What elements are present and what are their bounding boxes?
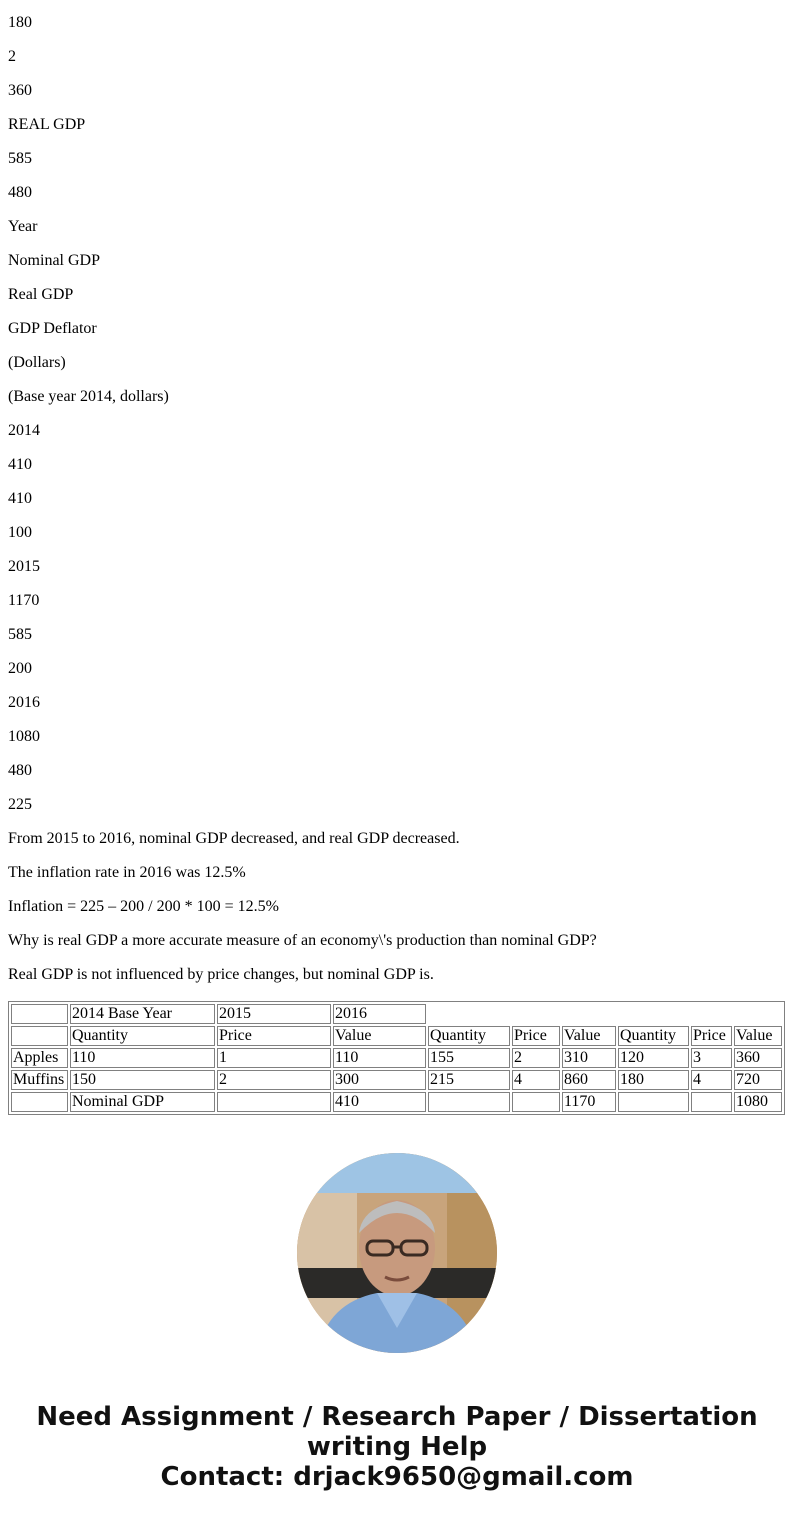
table-cell: 150 xyxy=(70,1070,215,1090)
text-line: (Base year 2014, dollars) xyxy=(8,388,169,405)
table-cell: Muffins xyxy=(11,1070,68,1090)
table-cell: 1170 xyxy=(562,1092,616,1112)
question-text: Why is real GDP a more accurate measure of an economy\'s production than nominal GDP? xyxy=(8,932,597,949)
text-line: 2016 xyxy=(8,694,40,711)
text-line: 225 xyxy=(8,796,32,813)
text-line: 585 xyxy=(8,150,32,167)
promo-line: Need Assignment / Research Paper / Dissertation xyxy=(36,1402,758,1432)
table-cell: 310 xyxy=(562,1048,616,1068)
table-cell: 1 xyxy=(217,1048,331,1068)
table-cell xyxy=(512,1092,560,1112)
table-cell: Apples xyxy=(11,1048,68,1068)
table-cell: Price xyxy=(217,1026,331,1046)
table-cell: 410 xyxy=(333,1092,426,1112)
text-line: 585 xyxy=(8,626,32,643)
text-line: (Dollars) xyxy=(8,354,66,371)
table-cell: 2 xyxy=(217,1070,331,1090)
table-row xyxy=(11,1070,782,1090)
text-line: 410 xyxy=(8,490,32,507)
table-cell: Value xyxy=(333,1026,426,1046)
text-line: 180 xyxy=(8,14,32,31)
avatar xyxy=(297,1153,497,1353)
table-cell: 360 xyxy=(734,1048,782,1068)
document-body xyxy=(8,0,786,986)
table-cell: 2 xyxy=(512,1048,560,1068)
table-cell xyxy=(428,1092,510,1112)
table-cell: 860 xyxy=(562,1070,616,1090)
table-cell: 110 xyxy=(70,1048,215,1068)
table-cell: 110 xyxy=(333,1048,426,1068)
text-line: GDP Deflator xyxy=(8,320,97,337)
table-cell xyxy=(11,1026,68,1046)
text-line: 200 xyxy=(8,660,32,677)
text-line: 480 xyxy=(8,184,32,201)
conclusion-text: From 2015 to 2016, nominal GDP decreased, and real GDP decreased. xyxy=(8,830,460,847)
table-cell xyxy=(11,1092,68,1112)
table-cell: Value xyxy=(734,1026,782,1046)
gdp-table xyxy=(8,1001,785,1115)
text-line: Real GDP xyxy=(8,286,74,303)
table-cell: 180 xyxy=(618,1070,689,1090)
text-line: 360 xyxy=(8,82,32,99)
table-cell: 215 xyxy=(428,1070,510,1090)
text-line: Year xyxy=(8,218,38,235)
text-line: 2015 xyxy=(8,558,40,575)
table-cell: 1080 xyxy=(734,1092,782,1112)
table-cell: 2016 xyxy=(333,1004,426,1024)
table-cell: Quantity xyxy=(618,1026,689,1046)
table-cell: 2014 Base Year xyxy=(70,1004,215,1024)
text-line: Nominal GDP xyxy=(8,252,100,269)
avatar-portrait-image xyxy=(297,1153,497,1353)
table-cell xyxy=(217,1092,331,1112)
table-year-header-row xyxy=(11,1004,782,1024)
answer-text: Real GDP is not influenced by price changes, but nominal GDP is. xyxy=(8,966,434,983)
text-line: 480 xyxy=(8,762,32,779)
promo-banner xyxy=(0,1402,794,1492)
text-line: 1080 xyxy=(8,728,40,745)
table-row xyxy=(11,1092,782,1112)
table-row xyxy=(11,1048,782,1068)
table-cell: Quantity xyxy=(70,1026,215,1046)
text-line: 2014 xyxy=(8,422,40,439)
text-line: 100 xyxy=(8,524,32,541)
table-cell: 2015 xyxy=(217,1004,331,1024)
table-cell: 3 xyxy=(691,1048,732,1068)
table-cell: 4 xyxy=(691,1070,732,1090)
text-line: 2 xyxy=(8,48,16,65)
text-line: 1170 xyxy=(8,592,40,609)
table-cell: 720 xyxy=(734,1070,782,1090)
inflation-rate-text: The inflation rate in 2016 was 12.5% xyxy=(8,864,246,881)
table-cell: 4 xyxy=(512,1070,560,1090)
text-line: 410 xyxy=(8,456,32,473)
table-cell: 155 xyxy=(428,1048,510,1068)
table-cell: Nominal GDP xyxy=(70,1092,215,1112)
table-cell: 120 xyxy=(618,1048,689,1068)
inflation-formula-text: Inflation = 225 – 200 / 200 * 100 = 12.5% xyxy=(8,898,279,915)
table-cell: Price xyxy=(512,1026,560,1046)
table-cell xyxy=(11,1004,68,1024)
table-cell: Price xyxy=(691,1026,732,1046)
promo-line: writing Help xyxy=(306,1432,488,1462)
table-cell: Value xyxy=(562,1026,616,1046)
table-cell xyxy=(691,1092,732,1112)
text-line: REAL GDP xyxy=(8,116,86,133)
table-cell xyxy=(618,1092,689,1112)
table-cell: Quantity xyxy=(428,1026,510,1046)
table-column-header-row xyxy=(11,1026,782,1046)
table-cell: 300 xyxy=(333,1070,426,1090)
promo-contact-line: Contact: drjack9650@gmail.com xyxy=(160,1462,634,1492)
